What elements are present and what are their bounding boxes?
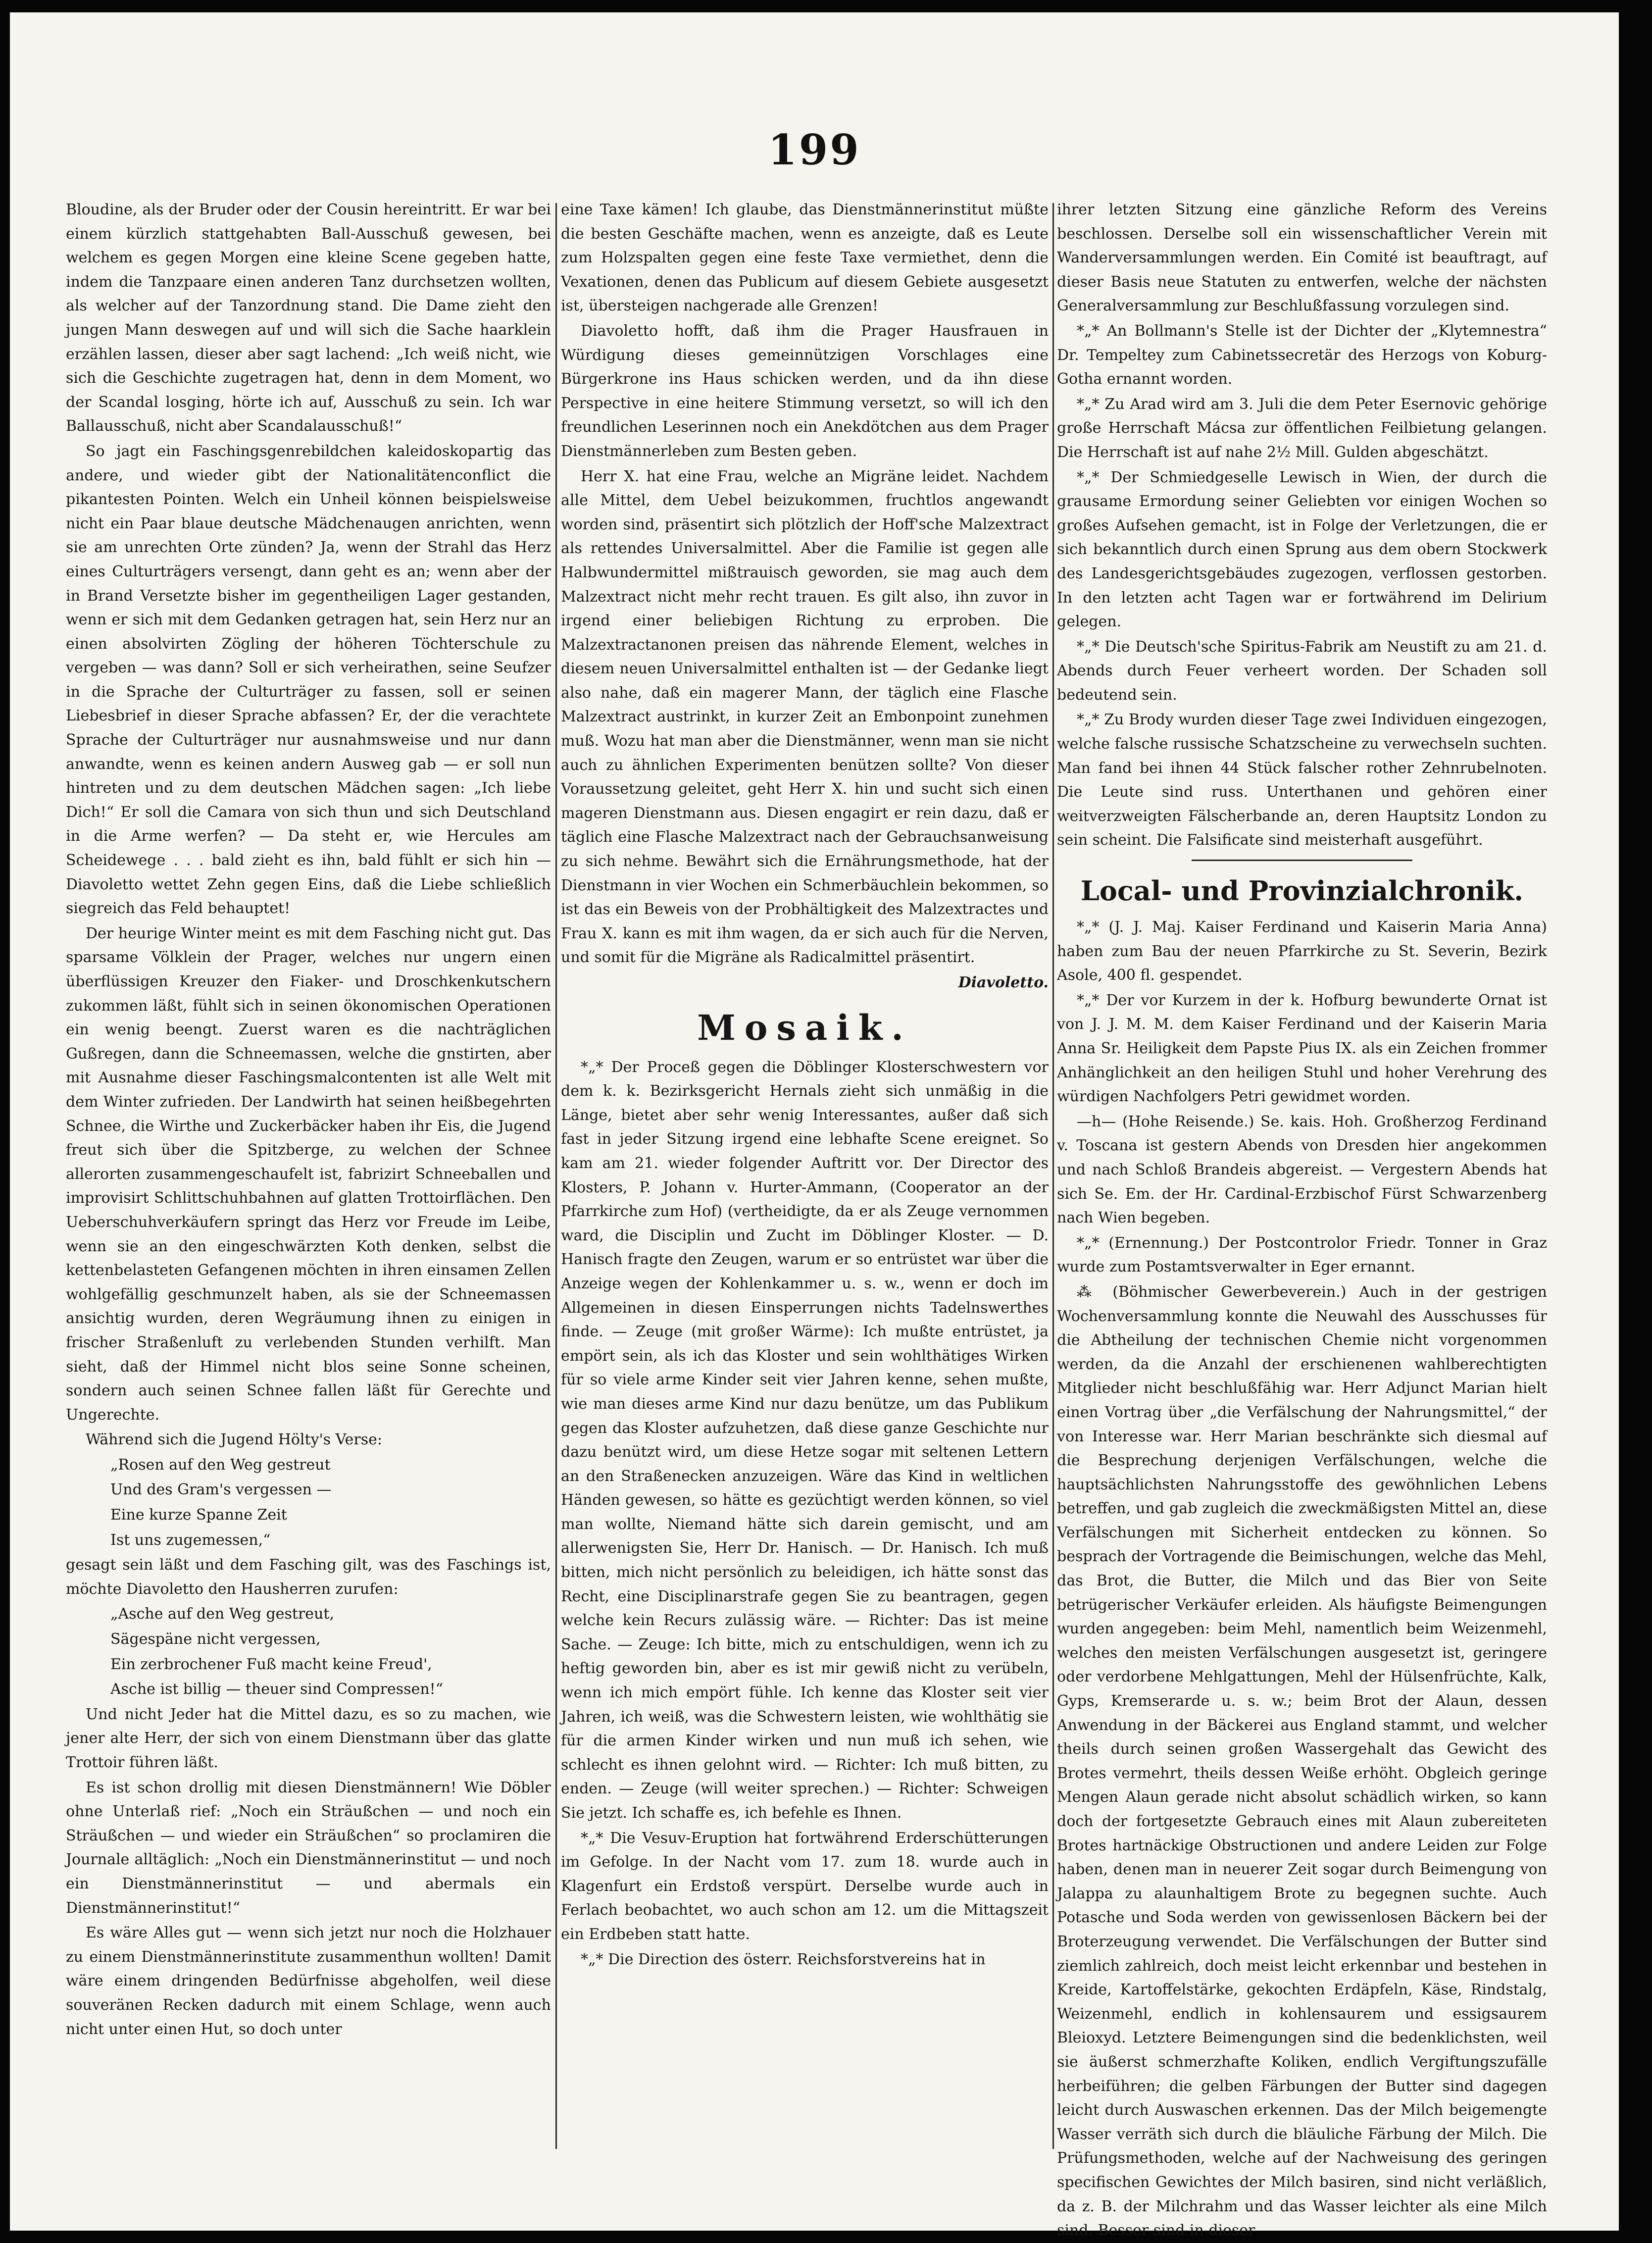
news-item: ⁂ (Böhmischer Gewerbeverein.) Auch in der gestrigen Wochenversammlung konnte die Neuwahl des Ausschusses für die Abtheilung der technischen Chemie nicht vorgenommen werden, da die Anzahl der erschienenen wahlberechtigten Mitglieder nicht beschlußfähig war. Herr Adjunct Marian hielt einen Vortrag über „die Verfälschung der Nahrungsmittel,“ der von Interesse war. Herr Marian beschränkte sich diesmal auf die Besprechung derjenigen Verfälschungen, welche die hauptsächlichsten Nahrungsstoffe des gewöhnlichen Lebens betreffen, und gab zugleich die zweckmäßigsten Mittel an, diese Verfälschungen mit Sicherheit entdecken zu können. So besprach der Vortragende die Beimischungen, welche das Mehl, das Brot, die Butter, die Milch und das Bier von Seite betrügerischer Verkäufer erleiden. Als häufigste Beimengungen wurden angegeben: beim Mehl, namentlich beim Weizenmehl, welches den meisten Verfälschungen ausgesetzt ist, geringere oder verdorbene Mehlgattungen, Mehl der Hülsenfrüchte, Kalk, Gyps, Kremserarde u. s. w.; beim Brot der Alaun, dessen Anwendung in der Bäckerei aus England stammt, und welcher theils durch seinen großen Wassergehalt das Gewicht des Brotes vermehrt, theils dessen Weiße erhöht. Obgleich geringe Mengen Alaun gerade nicht absolut schädlich wirken, so kann doch der fortgesetzte Gebrauch eines mit Alaun zubereiteten Brotes hartnäckige Obstructionen und andere Leiden zur Folge haben, denen man in neuerer Zeit sogar durch Beimengung von Jalappa zu alaunhaltigem Brote zu begegnen suchte. Auch Potasche und Soda werden von gewissenlosen Bäckern bei der Broterzeugung verwendet. Die Verfälschungen der Butter sind ziemlich zahlreich, doch meist leicht erkennbar und bestehen in Kreide, Kartoffelstärke, gekochten Erdäpfeln, Käse, Rindstalg, Weizenmehl, endlich in kohlensaurem und essigsaurem Bleioxyd. Letztere Beimengungen sind die bedenklichsten, weil sie äußerst schmerzhafte Koliken, endlich Vergiftungszufälle herbeiführen; die gelben Färbungen der Butter sind dagegen leicht durch Auswaschen erkennen. Das der Milch beigemengte Wasser verräth sich durch die bläuliche Färbung der Milch. Die Prüfungsmethoden, welche auf der Nachweisung des geringen specifischen Gewichtes der Milch basiren, sind nicht verläßlich, da z. B. der Milchrahm und das Wasser leichter als eine Milch sind. Besser sind in dieser <box>1057 1283 1547 2240</box>
section-rule <box>1192 860 1412 861</box>
section-heading-local: Local- und Provinzialchronik. <box>1080 875 1524 907</box>
author-signature: Diavoletto. <box>958 974 1049 991</box>
paragraph: Während sich die Jugend Hölty's Verse: <box>86 1431 382 1449</box>
paragraph: Bloudine, als der Bruder oder der Cousin hereintritt. Er war bei einem kürzlich stattgehabten Ball-Ausschuß gewesen, bei welchem es gegen Morgen eine kleine Scene gegeben hatte, indem die Tanzpaare einen anderen Tanz durchsetzen wollten, als welcher auf der Tanzordnung stand. Die Dame zieht den jungen Mann deswegen auf und will sich die Sache haarklein erzählen lassen, dieser aber sagt lachend: „Ich weiß nicht, wie sich die Geschichte zugetragen hat, denn in dem Moment, wo der Scandal losging, hörte ich auf, Ausschuß zu sein. Ich war Ballausschuß, nicht aber Scandalausschuß!“ <box>66 201 551 435</box>
news-item: —h— (Hohe Reisende.) Se. kais. Hoh. Großherzog Ferdinand v. Toscana ist gestern Abends von Dresden hier angekommen und nach Schloß Brandeis abgereist. — Vergestern Abends hat sich Se. Em. der Hr. Cardinal-Erzbischof Fürst Schwarzenberg nach Wien begeben. <box>1057 1113 1547 1227</box>
news-item: *„* (Ernennung.) Der Postcontrolor Friedr. Tonner in Graz wurde zum Postamtsverwalter in Eger ernannt. <box>1057 1234 1547 1276</box>
verse-line: „Asche auf den Weg gestreut, <box>110 1605 334 1623</box>
column-divider <box>555 203 557 2149</box>
paragraph: eine Taxe kämen! Ich glaube, das Dienstmännerinstitut müßte die besten Geschäfte machen, wenn es anzeigte, daß es Leute zum Holzspalten gegen eine feste Taxe vermiethet, denn die Vexationen, denen das Publicum auf diesem Gebiete ausgesetzt ist, übersteigen nachgerade alle Grenzen! <box>561 201 1049 315</box>
page-number: 199 <box>768 125 861 174</box>
paragraph: Es wäre Alles gut — wenn sich jetzt nur noch die Holzhauer zu einem Dienstmännerinstitute zusammenthun wollten! Damit wäre einem dringenden Bedürfnisse abgeholfen, weil diese souveränen Recken dadurch mit einem Schlage, wenn auch nicht unter einen Hut, so doch unter <box>66 1924 551 2038</box>
news-item: ihrer letzten Sitzung eine gänzliche Reform des Vereins beschlossen. Derselbe soll ein wissenschaftlicher Verein mit Wanderversammlungen werden. Ein Comité ist beauftragt, auf dieser Basis neue Statuten zu entwerfen, welche der nächsten Generalversammlung zur Beschlußfassung vorzulegen sind. <box>1057 201 1547 315</box>
paragraph: So jagt ein Faschingsgenrebildchen kaleidoskopartig das andere, und wieder gibt der Nationalitätenconflict die pikantesten Pointen. Welch ein Unheil können beispielsweise nicht ein Paar blaue deutsche Mädchenaugen anrichten, wenn sie am unrechten Orte zünden? Ja, wenn der Strahl das Herz eines Culturträgers versengt, dann geht es an; wenn aber der in Brand Versetzte bisher im gegentheiligen Lager gestanden, wenn er sich mit dem Gedanken getragen hat, sein Herz nur an einen absolvirten Zögling der höheren Töchterschule zu vergeben — was dann? Soll er sich verheirathen, seine Seufzer in die Sprache der Culturträger zu fassen, soll er seinen Liebesbrief in dieser Sprache abfassen? Er, der die verachtete Sprache der Culturträger nur ausnahmsweise und nur dann anwandte, wenn es keinen andern Ausweg gab — er soll nun hintreten und zu dem deutschen Mädchen sagen: „Ich liebe Dich!“ Er soll die Camara von sich thun und sich Deutschland in die Arme werfen? — Da steht er, wie Hercules am Scheidewege . . . bald zieht es ihn, bald fühlt er sich hin — Diavoletto wettet Zehn gegen Eins, daß die Liebe schließlich siegreich das Feld behauptet! <box>66 442 551 918</box>
column-divider <box>1052 203 1054 2149</box>
news-item: *„* Die Vesuv-Eruption hat fortwährend Erderschütterungen im Gefolge. In der Nacht vom 17. zum 18. wurde auch in Klagenfurt ein Erdstoß verspürt. Derselbe wurde auch in Ferlach beobachtet, wo auch schon am 12. um die Mittagszeit ein Erdbeben statt hatte. <box>561 1829 1049 1943</box>
news-item: *„* (J. J. Maj. Kaiser Ferdinand und Kaiserin Maria Anna) haben zum Bau der neuen Pfarrkirche zu St. Severin, Bezirk Asole, 400 fl. gespendet. <box>1057 918 1547 984</box>
news-item: *„* Der vor Kurzem in der k. Hofburg bewunderte Ornat ist von J. J. M. M. dem Kaiser Ferdinand und der Kaiserin Maria Anna Sr. Heiligkeit dem Papste Pius IX. als ein Zeichen frommer Anhänglichkeit an den heiligen Stuhl und hoher Verehrung des würdigen Nachfolgers Petri gewidmet worden. <box>1057 991 1547 1106</box>
paragraph: Und nicht Jeder hat die Mittel dazu, es so zu machen, wie jener alte Herr, der sich von einem Dienstmann über das glatte Trottoir führen läßt. <box>66 1705 551 1771</box>
column-middle <box>561 198 1049 2159</box>
news-item: *„* Der Schmiedgeselle Lewisch in Wien, der durch die grausame Ermordung seiner Geliebten vor einigen Wochen so großes Aufsehen gemacht, ist in Folge der Verletzungen, die er sich bekanntlich durch einen Sprung aus dem obern Stockwerk des Landesgerichtsgebäudes zugezogen, verflossen gestorben. In den letzten acht Tagen war er fortwährend im Delirium gelegen. <box>1057 468 1547 631</box>
verse-line: Ein zerbrochener Fuß macht keine Freud', <box>110 1655 432 1673</box>
news-item: *„* Zu Brody wurden dieser Tage zwei Individuen eingezogen, welche falsche russische Schatzscheine zu verwechseln suchten. Man fand bei ihnen 44 Stück falscher rother Zehnrubelnoten. Die Leute sind russ. Unterthanen und gehören einer weitverzweigten Fälscherbande an, deren Hauptsitz London zu sein scheint. Die Falsificate sind meisterhaft ausgeführt. <box>1057 711 1547 849</box>
verse-line: Ist uns zugemessen,“ <box>110 1531 271 1549</box>
newspaper-page <box>10 12 1619 2240</box>
column-left <box>66 198 551 2159</box>
paragraph: Es ist schon drollig mit diesen Dienstmännern! Wie Döbler ohne Unterlaß rief: „Noch ein Sträußchen — und noch ein Sträußchen — und wieder ein Sträußchen“ so proclamiren die Journale alltäglich: „Noch ein Dienstmännerinstitut — und noch ein Dienstmännerinstitut — und abermals ein Dienstmännerinstitut!“ <box>66 1779 551 1917</box>
news-item: *„* Die Direction des österr. Reichsforstvereins hat in <box>581 1950 986 1968</box>
verse-line: „Rosen auf den Weg gestreut <box>110 1456 331 1474</box>
verse-line: Und des Gram's vergessen — <box>110 1481 332 1499</box>
news-item: *„* An Bollmann's Stelle ist der Dichter der „Klytemnestra“ Dr. Tempeltey zum Cabinetssecretär des Herzogs von Koburg-Gotha ernannt worden. <box>1057 322 1547 388</box>
paragraph: Der heurige Winter meint es mit dem Fasching nicht gut. Das sparsame Völklein der Prager, welches nur ungern einen überflüssigen Kreuzer den Fiaker- und Droschkenkutschern zukommen läßt, fühlt sich in seinen ökonomischen Operationen ein wenig beengt. Zuerst waren es die nachträglichen Gußregen, dann die Schneemassen, welche die gnstirten, aber mit Ausnahme dieser Faschingsmalcontenten ist alle Welt mit dem Winter zufrieden. Der Landwirth hat seinen heißbegehrten Schnee, die Wirthe und Zuckerbäcker haben ihr Eis, die Jugend freut sich über die Spitzberge, zu welchen der Schnee allerorten zusammengeschaufelt ist, fabrizirt Schneeballen und improvisirt Schlittschuhbahnen auf glatten Trottoirflächen. Den Ueberschuhverkäufern springt das Herz vor Freude im Leibe, wenn sie an den eingeschwärzten Koth denken, selbst die kettenbelasteten Gefangenen möchten in ihren einsamen Zellen wohlgefällig geschmunzelt haben, als sie der Schneemassen ansichtig wurden, deren Wegräumung ihnen zu einigen in frischer Straßenluft zu verlebenden Stunden verhilft. Man sieht, daß der Himmel nicht blos seine Sonne scheinen, sondern auch seinen Schnee fallen läßt für Gerechte und Ungerechte. <box>66 924 551 1424</box>
column-right <box>1057 198 1547 2240</box>
verse-line: Asche ist billig — theuer sind Compressen!“ <box>110 1681 444 1698</box>
paragraph: Diavoletto hofft, daß ihm die Prager Hausfrauen in Würdigung dieses gemeinnützigen Vorschlages eine Bürgerkrone ins Haus schicken werden, und da ihn diese Perspective in eine heitere Stimmung versetzt, so will ich den freundlichen Leserinnen noch ein Anekdötchen aus dem Prager Dienstmännerleben zum Besten geben. <box>561 322 1049 460</box>
news-item: *„* Der Proceß gegen die Döblinger Klosterschwestern vor dem k. k. Bezirksgericht Hernals zieht sich unmäßig in die Länge, bietet aber sehr wenig Interessantes, außer daß sich fast in jeder Sitzung irgend eine lebhafte Scene ereignet. So kam am 21. wieder folgender Auftritt vor. Der Director des Klosters, P. Johann v. Hurter-Ammann, (Cooperator an der Pfarrkirche zum Hof) (vertheidigte, da er als Zeuge vernommen ward, die Disciplin und Zucht im Döblinger Kloster. — D. Hanisch fragte den Zeugen, warum er so entrüstet war über die Anzeige wegen der Kohlenkammer u. s. w., wenn er doch im Allgemeinen in diesen Einsperrungen nichts Tadelnswerthes finde. — Zeuge (mit großer Wärme): Ich mußte entrüstet, ja empört sein, als ich das Kloster und sein wohlthätiges Wirken für so viele arme Kinder seit vier Jahren kenne, sehen mußte, wie man dieses arme Kind nur dazu benütze, um das Publikum gegen das Kloster aufzuhetzen, daß diese ganze Geschichte nur dazu benützt wird, um diese Hetze sogar mit seltenen Lettern an den Straßenecken anzuzeigen. Wäre das Kind in weltlichen Händen gewesen, so hätte es gezüchtigt werden können, so viel man wollte, Niemand hätte sich darein gemischt, und am allerwenigsten Sie, Herr Dr. Hanisch. — Dr. Hanisch. Ich muß bitten, mich nicht persönlich zu beleidigen, ich hätte sonst das Recht, eine Disciplinarstrafe gegen Sie zu beantragen, gegen welche kein Recurs zulässig wäre. — Richter: Das ist meine Sache. — Zeuge: Ich bitte, mich zu entschuldigen, wenn ich zu heftig geworden bin, aber es ist mir gewiß nicht zu verübeln, wenn ich mich empört fühle. Ich kenne das Kloster seit vier Jahren, ich weiß, was die Schwestern leisten, wie wohlthätig sie für die armen Kinder wirken und nun muß ich sehen, wie schlecht es ihnen gelohnt wird. — Richter: Ich muß bitten, zu enden. — Zeuge (will weiter sprechen.) — Richter: Schweigen Sie jetzt. Ich schaffe es, ich befehle es Ihnen. <box>561 1058 1049 1822</box>
paragraph: gesagt sein läßt und dem Fasching gilt, was des Faschings ist, möchte Diavoletto den Hausherren zurufen: <box>66 1556 551 1598</box>
paragraph: Herr X. hat eine Frau, welche an Migräne leidet. Nachdem alle Mittel, dem Uebel beizukommen, fruchtlos angewandt worden sind, präsentirt sich plötzlich der Hoff'sche Malzextract als rettendes Universalmittel. Aber die Familie ist gegen alle Halbwundermittel mißtrauisch geworden, sie mag auch dem Malzextract nicht mehr recht trauen. Es gilt also, ihn zuvor in irgend einer beliebigen Richtung zu erproben. Die Malzextractanonen preisen das nährende Element, welches in diesem neuen Universalmittel enthalten ist — der Gedanke liegt also nahe, daß ein magerer Mann, der täglich eine Flasche Malzextract austrinkt, in kurzer Zeit an Embonpoint zunehmen muß. Wozu hat man aber die Dienstmänner, wenn man sie nicht auch zu ähnlichen Experimenten benützen sollte? Von dieser Voraussetzung geleitet, geht Herr X. hin und sucht sich einen mageren Dienstmann aus. Diesen engagirt er rein dazu, daß er täglich eine Flasche Malzextract nach der Gebrauchsanweisung zu sich nehme. Bewährt sich die Ernährungsmethode, hat der Dienstmann in vier Wochen ein Schmerbäuchlein bekommen, so ist das ein Beweis von der Probhältigkeit des Malzextractes und Frau X. kann es mit ihm wagen, da er sich auch für die Nerven, und somit für die Migräne als Radicalmittel präsentirt. <box>561 467 1049 967</box>
verse-line: Sägespäne nicht vergessen, <box>110 1631 321 1648</box>
news-item: *„* Zu Arad wird am 3. Juli die dem Peter Esernovic gehörige große Herrschaft Mácsa zur öffentlichen Feilbietung gelangen. Die Herrschaft ist auf nahe 2½ Mill. Gulden abgeschätzt. <box>1057 395 1547 461</box>
section-heading-mosaik: Mosaik. <box>697 1007 912 1048</box>
verse-line: Eine kurze Spanne Zeit <box>110 1506 287 1524</box>
news-item: *„* Die Deutsch'sche Spiritus-Fabrik am Neustift zu am 21. d. Abends durch Feuer verheert worden. Der Schaden soll bedeutend sein. <box>1057 638 1547 704</box>
